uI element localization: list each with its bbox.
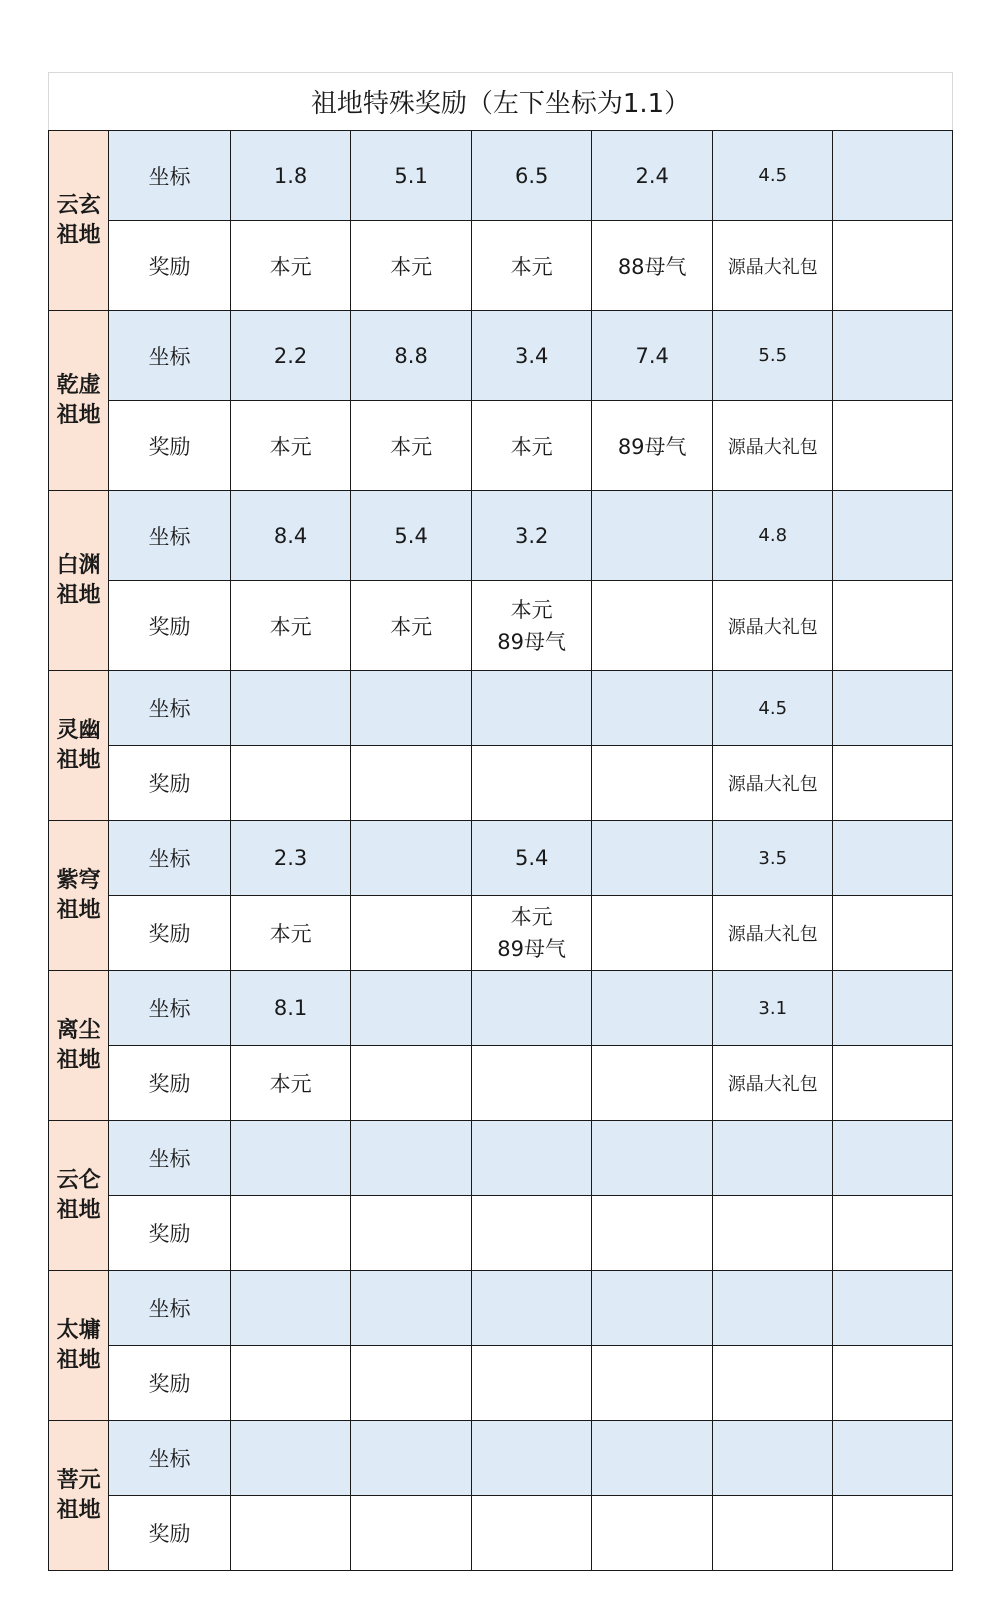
reward-cell: [351, 581, 472, 671]
group-name-line2: 祖地: [56, 402, 101, 428]
group-name-line2: 祖地: [56, 1497, 101, 1523]
coord-cell: [833, 491, 953, 581]
coord-label: 坐标: [109, 311, 231, 401]
reward-text: 源晶大礼包: [727, 1074, 818, 1095]
coord-cell: [471, 971, 592, 1046]
reward-cell: [712, 401, 833, 491]
reward-row: [49, 1196, 953, 1271]
coord-cell: [833, 971, 953, 1046]
coord-cell: [351, 1421, 472, 1496]
reward-row: [49, 581, 953, 671]
reward-cell: [712, 746, 833, 821]
coord-label: 坐标: [109, 971, 231, 1046]
reward-text: 源晶大礼包: [727, 256, 818, 278]
coord-cell: [833, 131, 953, 221]
coord-label: 坐标: [109, 1421, 231, 1496]
reward-cell: [712, 221, 833, 311]
reward-cell: [833, 746, 953, 821]
coord-cell: 6.5: [471, 131, 592, 221]
reward-row: [49, 746, 953, 821]
group-name: [49, 971, 109, 1121]
reward-cell: [592, 221, 713, 311]
reward-cell: [471, 896, 592, 971]
coord-row: [49, 1121, 953, 1196]
coord-row: [49, 311, 953, 401]
reward-cell: [712, 1196, 833, 1271]
reward-cell: [833, 1046, 953, 1121]
coord-cell: [592, 971, 713, 1046]
group-name: [49, 821, 109, 971]
reward-text: 本元: [390, 614, 433, 639]
reward-cell: [230, 1196, 351, 1271]
reward-label: 奖励: [109, 1496, 231, 1571]
reward-label: 奖励: [109, 746, 231, 821]
coord-cell: 8.8: [351, 311, 472, 401]
coord-cell: 5.5: [712, 311, 833, 401]
reward-text: 本元: [269, 614, 312, 639]
reward-cell: [471, 1196, 592, 1271]
coord-label: 坐标: [109, 491, 231, 581]
group-name-line2: 祖地: [56, 1047, 101, 1073]
coord-cell: [833, 821, 953, 896]
coord-cell: [592, 671, 713, 746]
group-name-line1: 云玄: [56, 192, 101, 218]
coord-cell: 4.5: [712, 131, 833, 221]
group-name: [49, 1271, 109, 1421]
reward-cell: [230, 401, 351, 491]
coord-label: 坐标: [109, 821, 231, 896]
reward-cell: [592, 581, 713, 671]
group-name-line1: 乾虚: [56, 372, 101, 398]
coord-cell: [351, 1271, 472, 1346]
group-name-line2: 祖地: [56, 1347, 101, 1373]
reward-cell: [833, 1196, 953, 1271]
reward-cell: [592, 746, 713, 821]
coord-cell: [471, 1421, 592, 1496]
group-name-line2: 祖地: [56, 222, 101, 248]
coord-row: [49, 821, 953, 896]
coord-label: 坐标: [109, 131, 231, 221]
coord-cell: [592, 821, 713, 896]
reward-cell: [351, 221, 472, 311]
reward-text: 源晶大礼包: [727, 616, 818, 638]
group-name-line2: 祖地: [56, 582, 101, 608]
reward-cell: [833, 221, 953, 311]
coord-row: [49, 131, 953, 221]
reward-text: 源晶大礼包: [727, 774, 818, 795]
reward-cell: [471, 746, 592, 821]
reward-cell: [351, 1046, 472, 1121]
coord-cell: [712, 1271, 833, 1346]
group-name-line1: 紫穹: [56, 867, 101, 893]
reward-cell: [592, 401, 713, 491]
reward-cell: [230, 896, 351, 971]
coord-cell: [833, 671, 953, 746]
coord-cell: [471, 671, 592, 746]
coord-row: [49, 1271, 953, 1346]
coord-row: [49, 1421, 953, 1496]
coord-cell: 3.5: [712, 821, 833, 896]
reward-cell: [592, 1046, 713, 1121]
reward-row: [49, 401, 953, 491]
reward-label: 奖励: [109, 581, 231, 671]
coord-cell: 2.2: [230, 311, 351, 401]
reward-text: 89母气: [497, 629, 567, 654]
coord-cell: 2.4: [592, 131, 713, 221]
coord-cell: [592, 1271, 713, 1346]
coord-cell: 4.8: [712, 491, 833, 581]
coord-cell: 2.3: [230, 821, 351, 896]
reward-text: 本元: [510, 254, 553, 279]
reward-row: [49, 1046, 953, 1121]
reward-cell: [833, 1496, 953, 1571]
reward-label: 奖励: [109, 896, 231, 971]
coord-row: [49, 491, 953, 581]
reward-cell: [351, 1496, 472, 1571]
coord-cell: 5.1: [351, 131, 472, 221]
reward-text: 源晶大礼包: [727, 924, 818, 945]
reward-cell: [833, 581, 953, 671]
reward-cell: [592, 1496, 713, 1571]
reward-cell: [833, 1346, 953, 1421]
reward-cell: [351, 746, 472, 821]
coord-cell: [833, 1421, 953, 1496]
coord-cell: 5.4: [471, 821, 592, 896]
reward-text: 89母气: [617, 434, 687, 459]
coord-cell: 1.8: [230, 131, 351, 221]
reward-cell: [230, 746, 351, 821]
reward-cell: [471, 1346, 592, 1421]
group-name: [49, 1421, 109, 1571]
group-name-line2: 祖地: [56, 1197, 101, 1223]
reward-text: 本元: [269, 434, 312, 459]
reward-label: 奖励: [109, 1196, 231, 1271]
reward-text: 本元: [390, 434, 433, 459]
reward-label: 奖励: [109, 1046, 231, 1121]
reward-table: [48, 130, 953, 1571]
reward-cell: [712, 1346, 833, 1421]
reward-cell: [712, 581, 833, 671]
coord-cell: 3.2: [471, 491, 592, 581]
reward-label: 奖励: [109, 221, 231, 311]
reward-text: 89母气: [497, 937, 567, 961]
group-name-line1: 灵幽: [56, 717, 101, 743]
reward-cell: [471, 1046, 592, 1121]
reward-cell: [471, 401, 592, 491]
group-name: [49, 131, 109, 311]
coord-cell: [592, 1421, 713, 1496]
reward-cell: [712, 896, 833, 971]
reward-cell: [351, 896, 472, 971]
reward-text: 本元: [510, 434, 553, 459]
reward-cell: [230, 221, 351, 311]
coord-cell: [712, 1421, 833, 1496]
coord-cell: 8.1: [230, 971, 351, 1046]
coord-label: 坐标: [109, 1271, 231, 1346]
reward-cell: [351, 401, 472, 491]
coord-cell: [230, 1121, 351, 1196]
sheet-title: 祖地特殊奖励（左下坐标为1.1）: [48, 72, 953, 130]
coord-cell: 3.4: [471, 311, 592, 401]
reward-row: [49, 896, 953, 971]
reward-text: 本元: [269, 922, 312, 946]
group-name-line1: 太墉: [56, 1317, 101, 1343]
coord-row: [49, 671, 953, 746]
group-name: [49, 1121, 109, 1271]
reward-cell: [592, 1346, 713, 1421]
group-name-line1: 菩元: [56, 1467, 101, 1493]
coord-cell: [833, 1121, 953, 1196]
reward-row: [49, 221, 953, 311]
reward-cell: [592, 1196, 713, 1271]
group-name-line2: 祖地: [56, 747, 101, 773]
reward-cell: [471, 221, 592, 311]
coord-cell: [592, 1121, 713, 1196]
reward-cell: [833, 896, 953, 971]
reward-cell: [712, 1046, 833, 1121]
reward-text: 本元: [269, 1072, 312, 1096]
coord-cell: [351, 971, 472, 1046]
coord-cell: [351, 821, 472, 896]
reward-text: 本元: [510, 905, 553, 929]
group-name-line2: 祖地: [56, 897, 101, 923]
coord-cell: 8.4: [230, 491, 351, 581]
coord-cell: [230, 1421, 351, 1496]
coord-cell: [230, 671, 351, 746]
reward-cell: [833, 401, 953, 491]
reward-row: [49, 1346, 953, 1421]
coord-cell: [471, 1271, 592, 1346]
reward-cell: [351, 1346, 472, 1421]
reward-cell: [230, 1046, 351, 1121]
coord-cell: [230, 1271, 351, 1346]
reward-label: 奖励: [109, 401, 231, 491]
coord-cell: [471, 1121, 592, 1196]
reward-cell: [230, 1346, 351, 1421]
group-name-line1: 白渊: [56, 552, 101, 578]
reward-text: 源晶大礼包: [727, 436, 818, 458]
reward-cell: [592, 896, 713, 971]
group-name: [49, 311, 109, 491]
reward-cell: [230, 581, 351, 671]
reward-cell: [471, 1496, 592, 1571]
reward-text: 本元: [390, 254, 433, 279]
coord-cell: [833, 311, 953, 401]
coord-cell: [833, 1271, 953, 1346]
coord-row: [49, 971, 953, 1046]
coord-cell: 3.1: [712, 971, 833, 1046]
coord-cell: [592, 491, 713, 581]
coord-cell: [712, 1121, 833, 1196]
group-name: [49, 671, 109, 821]
reward-text: 本元: [269, 254, 312, 279]
reward-cell: [471, 581, 592, 671]
coord-cell: 4.5: [712, 671, 833, 746]
coord-cell: [351, 1121, 472, 1196]
group-name: [49, 491, 109, 671]
reward-cell: [351, 1196, 472, 1271]
reward-text: 88母气: [617, 254, 687, 279]
coord-label: 坐标: [109, 1121, 231, 1196]
coord-cell: 7.4: [592, 311, 713, 401]
coord-cell: [351, 671, 472, 746]
coord-label: 坐标: [109, 671, 231, 746]
reward-label: 奖励: [109, 1346, 231, 1421]
reward-sheet: [48, 72, 953, 1571]
group-name-line1: 离尘: [56, 1017, 101, 1043]
reward-row: [49, 1496, 953, 1571]
group-name-line1: 云仑: [56, 1167, 101, 1193]
reward-cell: [230, 1496, 351, 1571]
coord-cell: 5.4: [351, 491, 472, 581]
reward-cell: [712, 1496, 833, 1571]
reward-text: 本元: [510, 597, 553, 622]
